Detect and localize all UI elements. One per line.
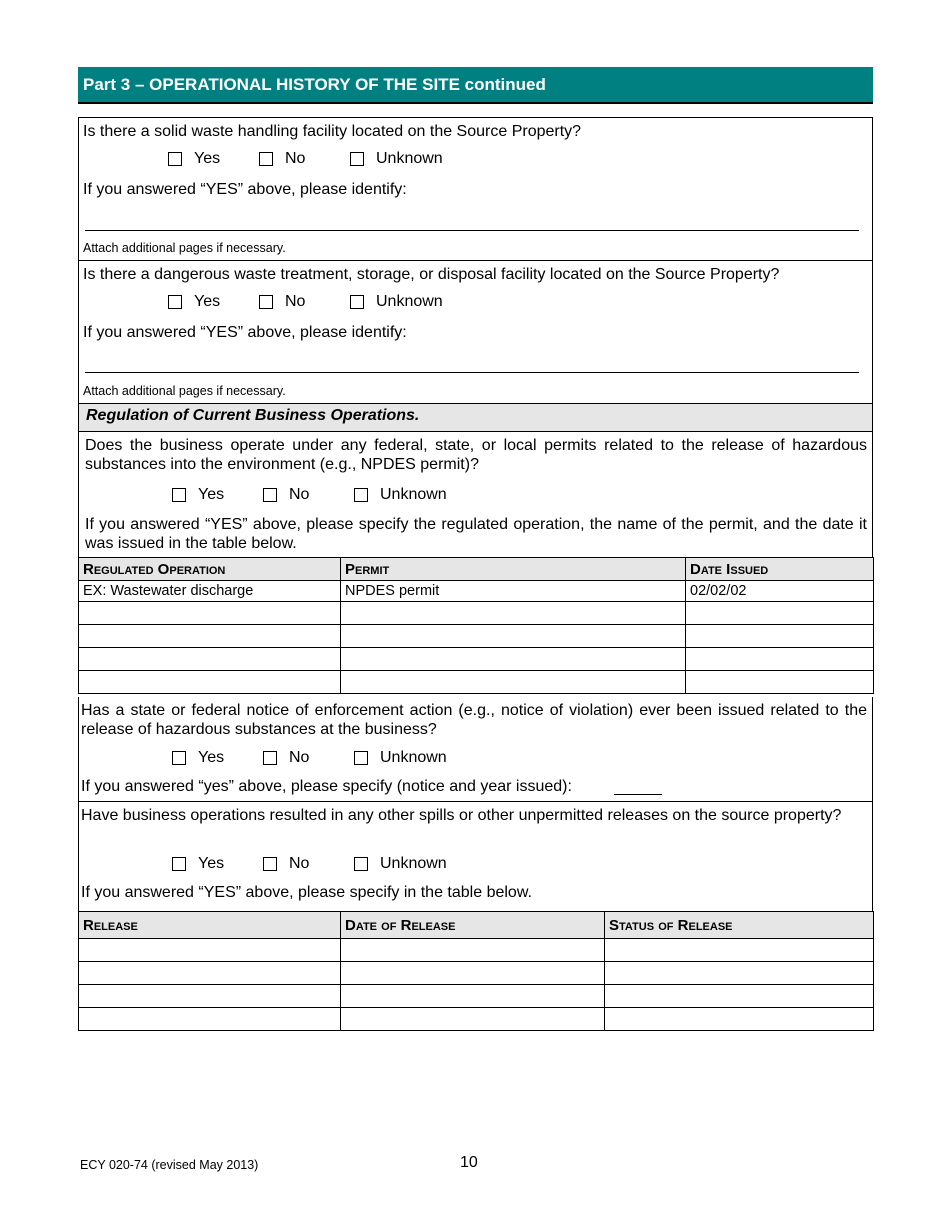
cell[interactable]: [341, 985, 605, 1008]
cell[interactable]: [605, 985, 874, 1008]
q5-question: Have business operations resulted in any other spills or other unpermitted releases on the source property?: [81, 807, 842, 824]
q2-answer-line[interactable]: [85, 372, 859, 373]
checkbox-icon[interactable]: [168, 152, 182, 166]
table-row: [79, 581, 874, 602]
cell[interactable]: [341, 625, 686, 648]
q4-yes-option[interactable]: Yes: [172, 749, 263, 767]
q1-unknown-option[interactable]: Unknown: [350, 150, 443, 168]
table-row: [79, 625, 874, 648]
q1-question: Is there a solid waste handling facility located on the Source Property?: [83, 123, 582, 140]
permits-table: [78, 557, 874, 694]
q2-question: Is there a dangerous waste treatment, storage, or disposal facility located on the Source Property?: [83, 266, 780, 283]
regulation-section: [78, 431, 873, 557]
q1-answer-line[interactable]: [85, 230, 859, 231]
cell[interactable]: [341, 939, 605, 962]
table-row: [79, 648, 874, 671]
checkbox-icon[interactable]: [350, 295, 364, 309]
checkbox-icon[interactable]: [259, 295, 273, 309]
regulation-unknown-option[interactable]: Unknown: [354, 486, 447, 504]
cell[interactable]: [341, 1008, 605, 1031]
checkbox-icon[interactable]: [263, 488, 277, 502]
q2-followup: If you answered “YES” above, please identify:: [83, 324, 407, 341]
cell[interactable]: [686, 602, 874, 625]
header-status-of-release: Status of Release: [605, 912, 874, 939]
cell[interactable]: [605, 939, 874, 962]
cell[interactable]: [341, 671, 686, 694]
q2-yes-option[interactable]: Yes: [168, 293, 259, 311]
table-row: [79, 671, 874, 694]
checkbox-icon[interactable]: [259, 152, 273, 166]
q1-yes-option[interactable]: Yes: [168, 150, 259, 168]
q2-unknown-option[interactable]: Unknown: [350, 293, 443, 311]
cell[interactable]: [605, 1008, 874, 1031]
table-row: [79, 962, 874, 985]
regulation-heading: Regulation of Current Business Operations.: [86, 407, 420, 424]
section-title: Part 3 – OPERATIONAL HISTORY OF THE SITE continued: [83, 75, 546, 94]
cell[interactable]: [79, 1008, 341, 1031]
q4-unknown-option[interactable]: Unknown: [354, 749, 447, 767]
q5-options: [172, 855, 447, 873]
example-permit: NPDES permit: [341, 581, 686, 602]
q1-no-option[interactable]: No: [259, 150, 350, 168]
q4-followup: If you answered “yes” above, please specify (notice and year issued):: [81, 778, 572, 795]
cell[interactable]: [341, 602, 686, 625]
checkbox-icon[interactable]: [263, 857, 277, 871]
cell[interactable]: [79, 648, 341, 671]
cell[interactable]: [341, 962, 605, 985]
regulation-question: Does the business operate under any federal, state, or local permits related to the release of hazardous substances into the environment (e.g., NPDES permit)?: [85, 437, 867, 473]
q4-no-option[interactable]: No: [263, 749, 354, 767]
checkbox-icon[interactable]: [350, 152, 364, 166]
q5-unknown-option[interactable]: Unknown: [354, 855, 447, 873]
table-row: [79, 1008, 874, 1031]
q1-attach-note: Attach additional pages if necessary.: [83, 241, 286, 255]
q1-section: [78, 117, 873, 260]
checkbox-icon[interactable]: [172, 488, 186, 502]
table-row: [79, 602, 874, 625]
regulation-options: [172, 486, 447, 504]
example-operation: EX: Wastewater discharge: [79, 581, 341, 602]
checkbox-icon[interactable]: [172, 857, 186, 871]
cell[interactable]: [79, 625, 341, 648]
cell[interactable]: [686, 625, 874, 648]
cell[interactable]: [79, 939, 341, 962]
permits-table-header: [79, 558, 874, 581]
q5-followup: If you answered “YES” above, please specify in the table below.: [81, 884, 532, 901]
q4-answer-line[interactable]: [614, 794, 662, 795]
header-date-of-release: Date of Release: [341, 912, 605, 939]
header-release: Release: [79, 912, 341, 939]
q2-attach-note: Attach additional pages if necessary.: [83, 384, 286, 398]
cell[interactable]: [341, 648, 686, 671]
header-regulated-operation: Regulated Operation: [79, 558, 341, 581]
cell[interactable]: [79, 962, 341, 985]
q2-options: [168, 293, 443, 311]
page-number: 10: [460, 1154, 478, 1171]
checkbox-icon[interactable]: [354, 751, 368, 765]
cell[interactable]: [605, 962, 874, 985]
q4-options: [172, 749, 447, 767]
checkbox-icon[interactable]: [354, 857, 368, 871]
cell[interactable]: [79, 671, 341, 694]
q1-followup: If you answered “YES” above, please identify:: [83, 181, 407, 198]
q5-section: [78, 801, 873, 911]
cell[interactable]: [686, 648, 874, 671]
q2-section: [78, 260, 873, 403]
regulation-yes-option[interactable]: Yes: [172, 486, 263, 504]
checkbox-icon[interactable]: [168, 295, 182, 309]
regulation-heading-row: [78, 403, 873, 431]
example-date: 02/02/02: [686, 581, 874, 602]
q5-yes-option[interactable]: Yes: [172, 855, 263, 873]
header-date-issued: Date Issued: [686, 558, 874, 581]
cell[interactable]: [79, 602, 341, 625]
releases-table-header: [79, 912, 874, 939]
table-row: [79, 985, 874, 1008]
cell[interactable]: [79, 985, 341, 1008]
q5-no-option[interactable]: No: [263, 855, 354, 873]
q4-section: [78, 697, 873, 801]
checkbox-icon[interactable]: [172, 751, 186, 765]
q4-question: Has a state or federal notice of enforcement action (e.g., notice of violation) ever been issued related to the release of hazardous substances at the business?: [81, 702, 867, 738]
releases-table: [78, 911, 874, 1031]
checkbox-icon[interactable]: [354, 488, 368, 502]
regulation-no-option[interactable]: No: [263, 486, 354, 504]
cell[interactable]: [686, 671, 874, 694]
regulation-followup: If you answered “YES” above, please specify the regulated operation, the name of the permit, and the date it was issued in the table below.: [85, 516, 867, 552]
q1-options: [168, 150, 443, 168]
checkbox-icon[interactable]: [263, 751, 277, 765]
header-permit: Permit: [341, 558, 686, 581]
table-row: [79, 939, 874, 962]
section-header: [78, 67, 873, 104]
q2-no-option[interactable]: No: [259, 293, 350, 311]
form-id: ECY 020-74 (revised May 2013): [80, 1158, 259, 1172]
